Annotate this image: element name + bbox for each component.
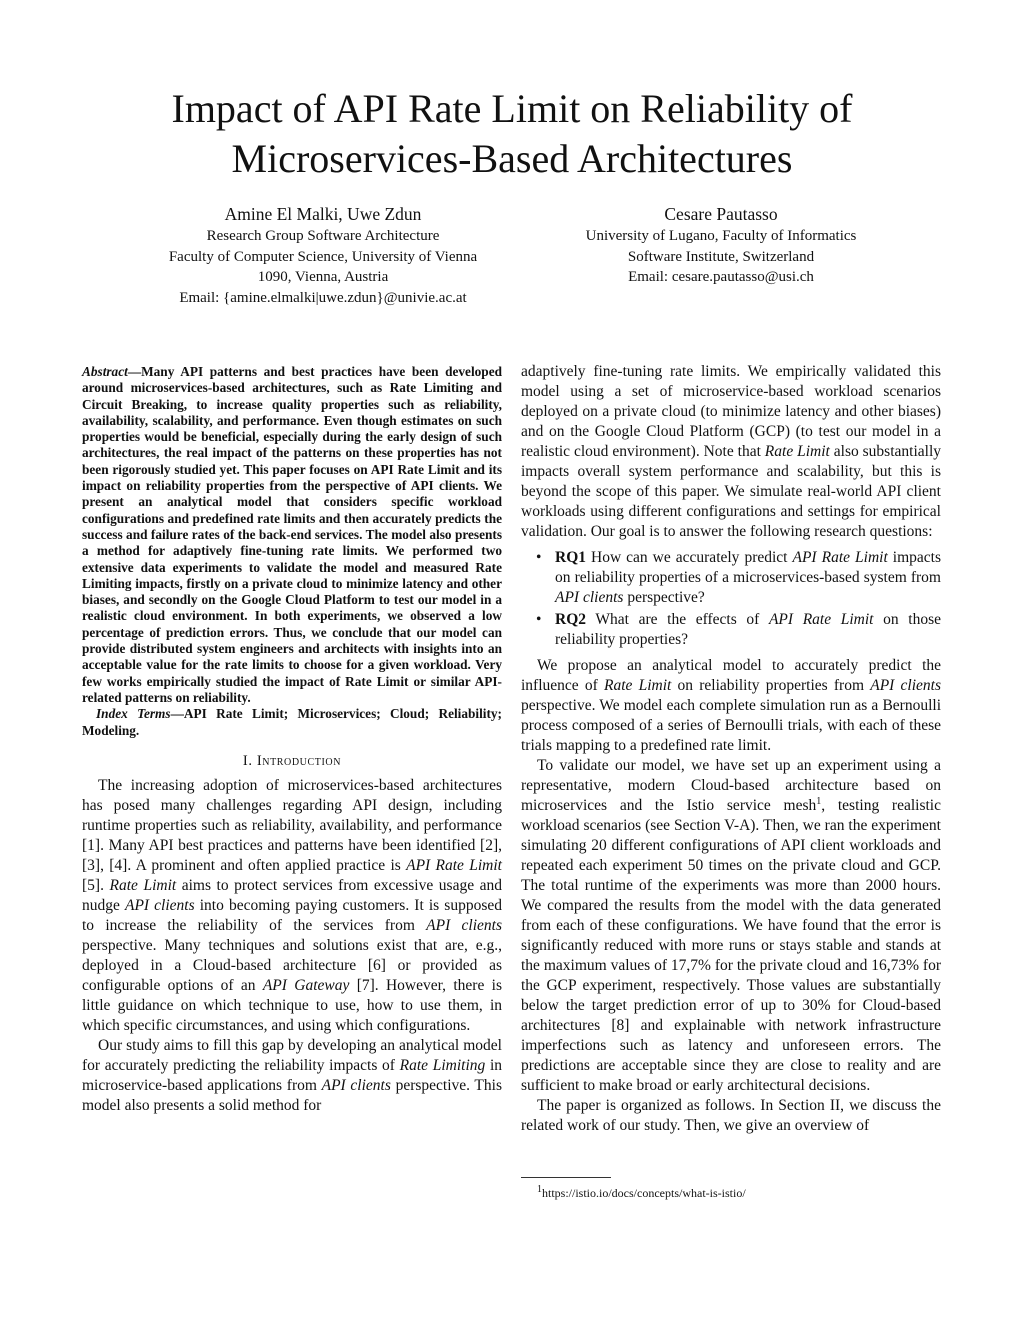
- research-question-2: [536, 610, 941, 650]
- index-terms-text: —API Rate Limit; Microservices; Cloud; Reliability; Modeling.: [82, 706, 502, 738]
- section-heading-introduction: [82, 753, 502, 770]
- text-run: To validate our model, we have set up an experiment using a representative, modern Cloud-based architecture based on microservices and the Istio service mesh: [521, 757, 941, 814]
- text-run: in microservice-based applications from: [82, 1056, 502, 1094]
- section-number: I.: [242, 752, 253, 769]
- intro-paragraph-5: [521, 1096, 941, 1136]
- author-block-right: [520, 202, 922, 288]
- intro-paragraph-3: [521, 656, 941, 756]
- italic-term: Rate Limiting: [399, 1056, 486, 1074]
- italic-term: Rate Limit: [604, 677, 672, 694]
- abstract: [82, 364, 502, 706]
- text-run: perspective. Many techniques and solutions exist that are, e.g., deployed in a Cloud-based architecture [6] or provided as configurable options of an: [82, 936, 502, 994]
- bullet-icon: •: [536, 549, 542, 566]
- intro-paragraph-2-continued: [521, 362, 941, 542]
- left-column: [82, 364, 502, 1116]
- author-email: Email: {amine.elmalki|uwe.zdun}@univie.ac.at: [179, 289, 467, 306]
- text-run: aims to protect services from excessive usage and nudge: [82, 876, 502, 914]
- text-run: We propose an analytical model to accurately predict the influence of: [521, 657, 941, 694]
- italic-term: API clients: [124, 896, 195, 914]
- text-run: , testing realistic workload scenarios (see Section V-A). Then, we ran the experiment simulating 20 different configurations of API client workloads and repeated each experiment 50 times on the private cloud and GCP. The total runtime of the experiments was more than 2000 hours. We compared the results from the model with the data generated from each of these configurations. We have found that the error is significantly reduced with more runs or stays stable and stands at the maximum values of 17,7% for the private cloud and 16,73% for the GCP experiment, respectively. Those values are substantially below the target prediction error of up to 30% for Cloud-based architectures [8] and explainable with network infrastructure imperfections such as latency and unforeseen errors. The predictions are acceptable since they are close to reality and are sufficient to make broad or early architectural decisions.: [521, 797, 941, 1094]
- italic-term: API Gateway: [262, 976, 350, 994]
- italic-term: API clients: [555, 589, 624, 606]
- text-run: The paper is organized as follows. In Section II, we discuss the related work of our study. Then, we give an overview of: [521, 1097, 941, 1134]
- author-block-left: [122, 202, 524, 308]
- section-title: Introduction: [256, 752, 342, 769]
- text-run: [7]. However, there is little guidance on which technique to use, how to use them, in which specific circumstances, and using which configurations.: [82, 976, 502, 1034]
- footnote: [537, 1186, 746, 1201]
- text-run: on reliability properties from: [671, 677, 871, 694]
- rq-label: RQ1: [555, 549, 586, 566]
- footnote-mark: 1: [537, 1184, 542, 1195]
- italic-term: API clients: [426, 916, 502, 934]
- text-run: Our study aims to fill this gap by developing an analytical model for accurately predicting the reliability impacts of: [82, 1036, 502, 1074]
- text-run: What are the effects of: [586, 611, 769, 628]
- italic-term: API clients: [870, 677, 941, 694]
- text-run: on those reliability properties?: [555, 611, 941, 648]
- italic-term: Rate Limit: [109, 876, 177, 894]
- intro-paragraph-4: [521, 756, 941, 1096]
- abstract-lead: Abstract: [82, 364, 128, 379]
- text-run: perspective?: [623, 589, 705, 606]
- abstract-text: —Many API patterns and best practices have been developed around microservices-based architectures, such as Rate Limiting and Circuit Breaking, to increase quality properties such as reliability, availability, scalability, and performance. Even though estimates on such properties would be beneficial, especially during the early design of such architectures, the real impact of the patterns on these properties has not been rigorously studied yet. This paper focuses on API Rate Limit and its impact on reliability properties from the perspective of API clients. We present an analytical model that considers specific workload configurations and predefined rate limits and then accurately predicts the success and failure rates of the back-end services. The model also presents a method for adaptively fine-tuning rate limits. We performed two extensive data experiments to validate the model and measured Rate Limiting impacts, firstly on a private cloud to minimize latency and other biases, and secondly on the Google Cloud Platform to test our model in a realistic cloud environment. In both experiments, we observed a low percentage of prediction errors. Thus, we conclude that our model can provide distributed system engineers and architects with insights into an acceptable value for the rate limits to choose for a given workload. Very few works empirically studied the impact of Rate Limit or similar API-related patterns on reliability.: [82, 364, 502, 705]
- italic-term: API Rate Limit: [792, 549, 888, 566]
- text-run: impacts on reliability properties of a microservices-based system from: [555, 549, 941, 586]
- footnote-rule: [521, 1177, 611, 1178]
- text-run: The increasing adoption of microservices-based architectures has posed many challenges regarding API design, including runtime properties such as reliability, availability, and performance [1]. Many API best practices and patterns have been identified [2], [3], [4]. A prominent and often applied practice is: [82, 776, 502, 874]
- intro-paragraph-1: [82, 776, 502, 1036]
- text-run: perspective. We model each complete simulation run as a Bernoulli process composed of a series of Bernoulli trials, with each of these trials mapping to a predefined rate limit.: [521, 697, 941, 754]
- author-affiliation-line: 1090, Vienna, Austria: [257, 269, 389, 285]
- author-affiliation-line: Software Institute, Switzerland: [627, 248, 815, 265]
- author-affiliation-line: University of Lugano, Faculty of Informatics: [585, 228, 857, 244]
- author-affiliation-line: Faculty of Computer Science, University of Vienna: [168, 248, 478, 265]
- author-name: Amine El Malki, Uwe Zdun: [224, 204, 422, 224]
- rq-label: RQ2: [555, 611, 586, 628]
- title-line-1: Impact of API Rate Limit on Reliability of: [171, 86, 853, 131]
- italic-term: API Rate Limit: [406, 856, 502, 874]
- intro-paragraph-2-start: [82, 1036, 502, 1116]
- italic-term: API clients: [321, 1076, 391, 1094]
- research-question-1: [536, 548, 941, 608]
- right-column: [521, 362, 941, 1136]
- footnote-marker: 1: [816, 795, 822, 807]
- footnote-text: https://istio.io/docs/concepts/what-is-istio/: [542, 1186, 746, 1200]
- text-run: How can we accurately predict: [586, 549, 793, 566]
- italic-term: Rate Limit: [764, 443, 830, 460]
- author-name: Cesare Pautasso: [664, 204, 778, 224]
- paper-title: [60, 84, 964, 184]
- text-run: adaptively fine-tuning rate limits. We empirically validated this model using a set of microservice-based workload scenarios deployed on a private cloud (to minimize latency and other biases) and on the Google Cloud Platform (GCP) (to test our model in a realistic cloud environment). Note that: [521, 363, 941, 460]
- text-run: into becoming paying customers. It is supposed to increase the reliability of the services from: [82, 896, 502, 934]
- text-run: perspective. This model also presents a solid method for: [82, 1076, 502, 1114]
- research-questions-list: [521, 548, 941, 650]
- author-affiliation-line: Research Group Software Architecture: [206, 228, 440, 244]
- index-terms-lead: Index Terms: [96, 706, 171, 722]
- text-run: also substantially impacts overall system performance and scalability, but this is beyond the scope of this paper. We simulate real-world API client workloads using different configurations and settings for empirical validation. Our goal is to answer the following research questions:: [521, 443, 942, 540]
- italic-term: API Rate Limit: [768, 611, 874, 628]
- author-email: Email: cesare.pautasso@usi.ch: [628, 269, 814, 285]
- text-run: [5].: [82, 876, 110, 894]
- bullet-icon: •: [536, 611, 542, 628]
- index-terms: [82, 706, 502, 739]
- title-line-2: Microservices-Based Architectures: [231, 136, 793, 181]
